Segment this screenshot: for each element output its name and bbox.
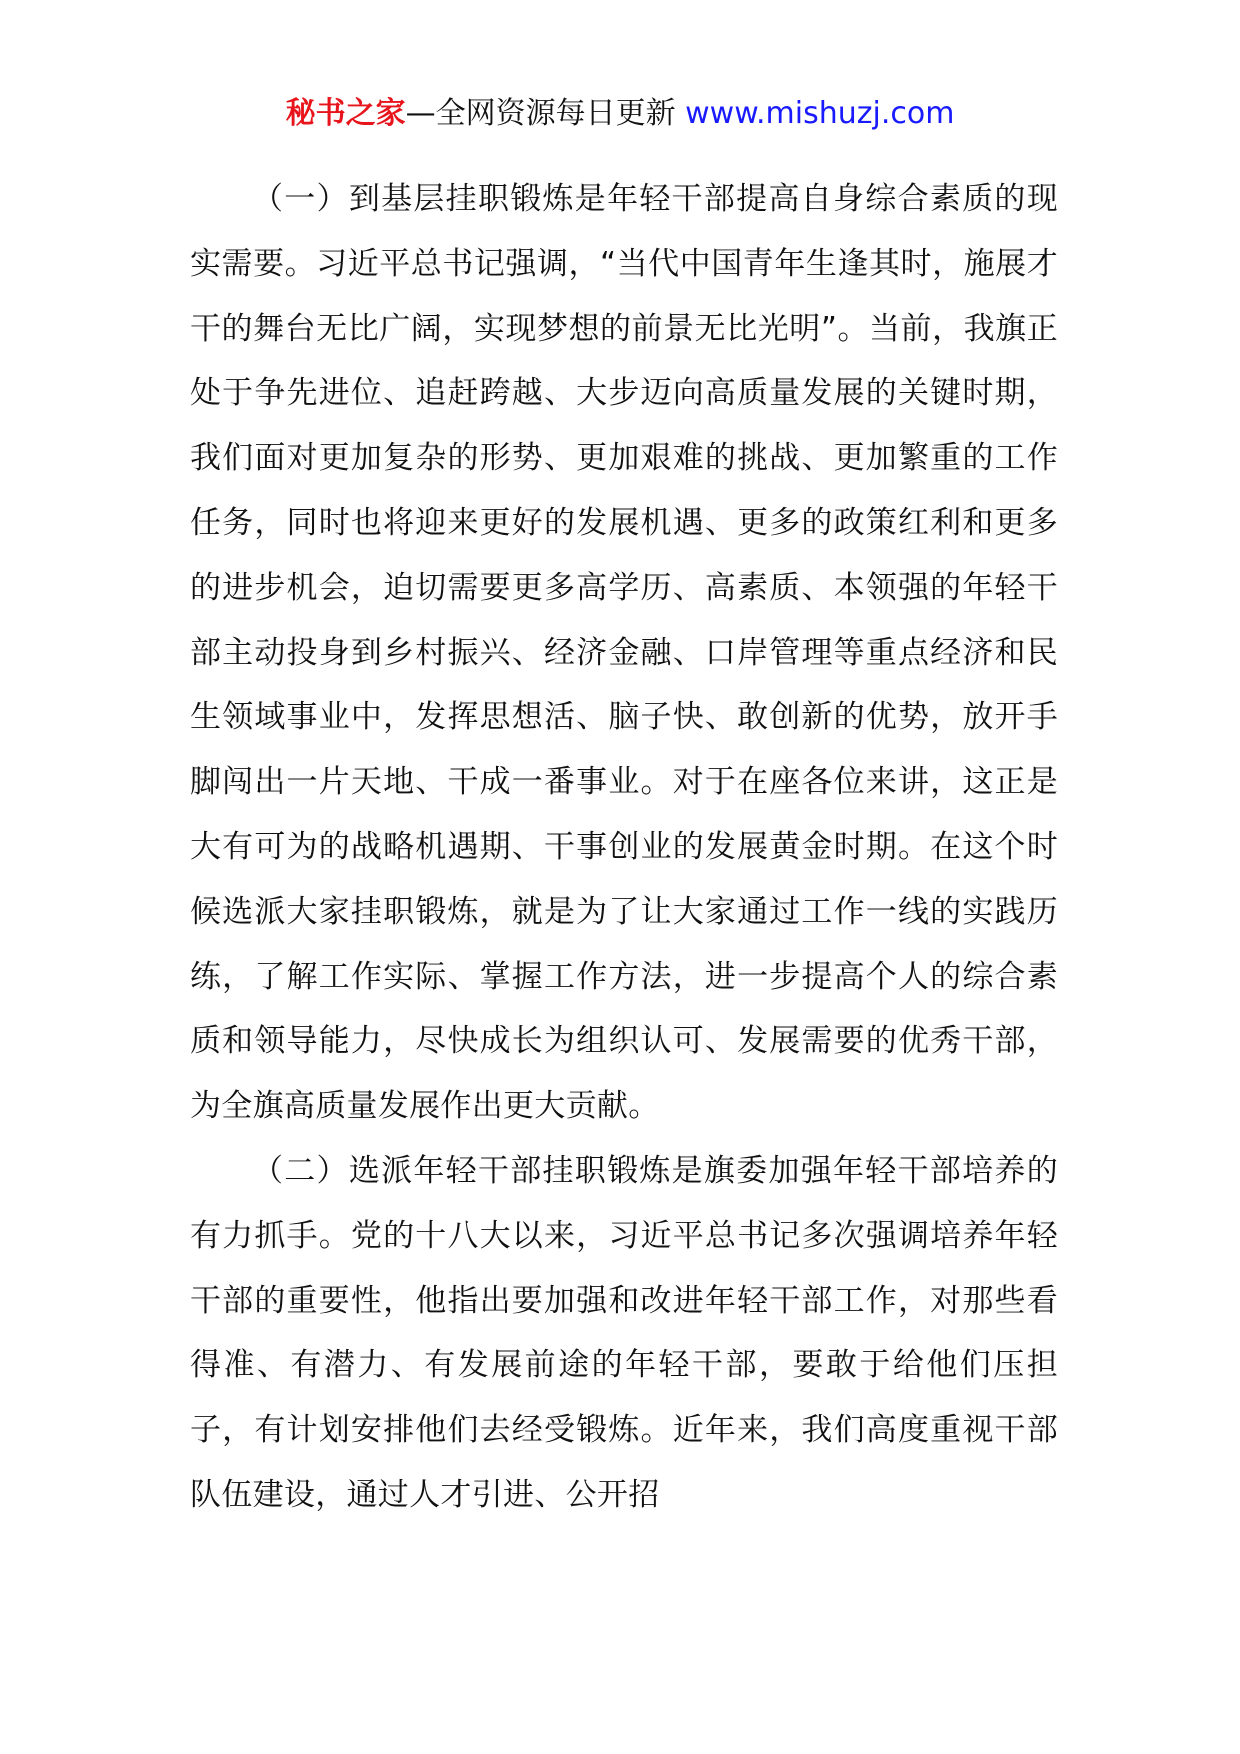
site-url-link[interactable]: www.mishuzj.com <box>685 96 955 131</box>
site-header <box>0 94 1240 134</box>
site-brand: 秘书之家 <box>285 96 406 131</box>
site-tagline: —全网资源每日更新 <box>405 96 686 131</box>
document-body <box>190 167 1058 1528</box>
paragraph-2: （二）选派年轻干部挂职锻炼是旗委加强年轻干部培养的有力抓手。党的十八大以来，习近平总书记多次强调培养年轻干部的重要性，他指出要加强和改进年轻干部工作，对那些看得准、有潜力、有发展前途的年轻干部，要敢于给他们压担子，有计划安排他们去经受锻炼。近年来，我们高度重视干部队伍建设，通过人才引进、公开招 <box>190 1152 1058 1513</box>
paragraph-1: （一）到基层挂职锻炼是年轻干部提高自身综合素质的现实需要。习近平总书记强调，“当代中国青年生逢其时，施展才干的舞台无比广阔，实现梦想的前景无比光明”。当前，我旗正处于争先进位、追赶跨越、大步迈向高质量发展的关键时期，我们面对更加复杂的形势、更加艰难的挑战、更加繁重的工作任务，同时也将迎来更好的发展机遇、更多的政策红利和更多的进步机会，迫切需要更多高学历、高素质、本领强的年轻干部主动投身到乡村振兴、经济金融、口岸管理等重点经济和民生领域事业中，发挥思想活、脑子快、敢创新的优势，放开手脚闯出一片天地、干成一番事业。对于在座各位来讲，这正是大有可为的战略机遇期、干事创业的发展黄金时期。在这个时候选派大家挂职锻炼，就是为了让大家通过工作一线的实践历练，了解工作实际、掌握工作方法，进一步提高个人的综合素质和领导能力，尽快成长为组织认可、发展需要的优秀干部，为全旗高质量发展作出更大贡献。 <box>190 181 1058 1125</box>
